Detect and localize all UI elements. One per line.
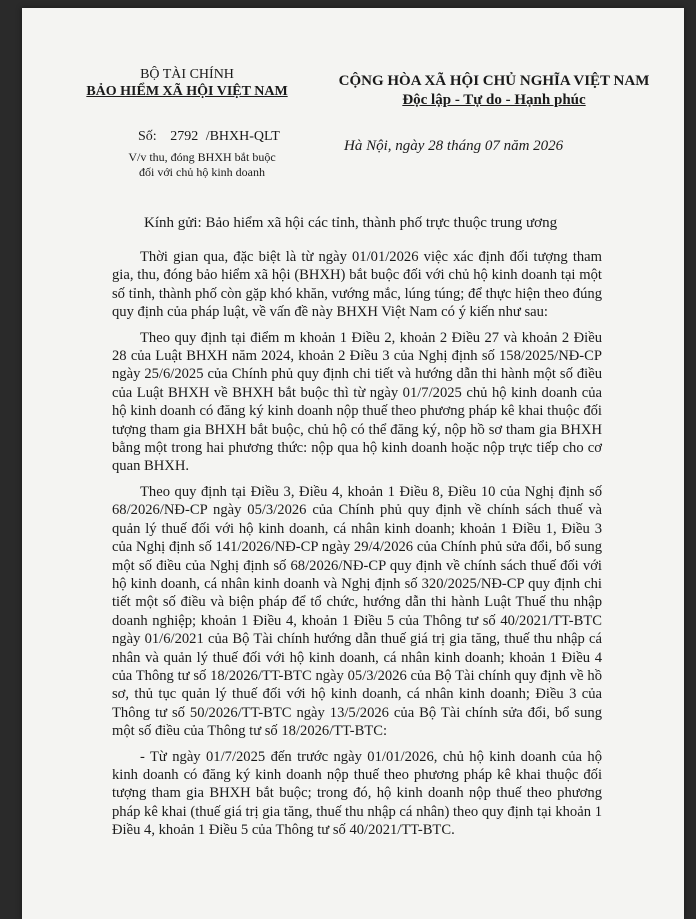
subject-line-1: V/v thu, đóng BHXH bắt buộc (128, 150, 276, 164)
number-prefix: Số: (138, 129, 157, 144)
paragraph-2: Theo quy định tại điểm m khoản 1 Điều 2, khoản 2 Điều 27 và khoản 2 Điều 28 của Luật BHXH năm 2024, khoản 2 Điều 3 của Nghị định số 158/2025/NĐ-CP ngày 25/6/2025 của Chính phủ quy định chi tiết và hướng dẫn thi hành một số điều của Luật BHXH về BHXH bắt buộc thì từ ngày 01/7/2025 chủ hộ kinh doanh của hộ kinh doanh có đăng ký kinh doanh nộp thuế theo phương pháp kê khai thuộc đối tượng tham gia BHXH bắt buộc, chủ hộ có thể đăng ký, nộp hồ sơ tham gia BHXH bằng một trong hai phương thức: nộp qua hộ kinh doanh hoặc nộp trực tiếp cho cơ quan BHXH. (112, 329, 602, 475)
paragraph-3: Theo quy định tại Điều 3, Điều 4, khoản 1 Điều 8, Điều 10 của Nghị định số 68/2026/NĐ-CP ngày 05/3/2026 của Chính phủ quy định về chính sách thuế và quản lý thuế đối với hộ kinh doanh, cá nhân kinh doanh; khoản 1 Điều 1, Điều 3 của Nghị định số 141/2026/NĐ-CP ngày 29/4/2026 của Chính phủ sửa đổi, bổ sung một số điều của Nghị định số 68/2026/NĐ-CP quy định về chính sách thuế đối với hộ kinh doanh, cá nhân kinh doanh và Nghị định số 320/2025/NĐ-CP quy định chi tiết một số điều và biện pháp để tổ chức, hướng dẫn thi hành Luật Thuế thu nhập doanh nghiệp; khoản 1 Điều 4, khoản 1 Điều 5 của Thông tư số 40/2021/TT-BTC ngày 01/6/2021 của Bộ Tài chính hướng dẫn thuế giá trị gia tăng, thuế thu nhập cá nhân và quản lý thuế đối với hộ kinh doanh, cá nhân kinh doanh; khoản 1 Điều 4 của Thông tư số 18/2026/TT-BTC ngày 05/3/2026 của Bộ Tài chính quy định về hồ sơ, thủ tục quản lý thuế đối với hộ kinh doanh, cá nhân kinh doanh; Điều 3 của Thông tư số 50/2026/TT-BTC ngày 13/5/2026 của Bộ Tài chính sửa đổi, bổ sung một số điều của Thông tư số 18/2026/TT-BTC: (112, 483, 602, 740)
number-value: 2792 (170, 129, 199, 144)
republic-name: CỘNG HÒA XÃ HỘI CHỦ NGHĨA VIỆT NAM (338, 73, 650, 89)
document-number (138, 129, 280, 145)
paragraph-4: - Từ ngày 01/7/2025 đến trước ngày 01/01/2026, chủ hộ kinh doanh của hộ kinh doanh có đăng ký kinh doanh nộp thuế theo phương pháp kê khai thuộc đối tượng tham gia BHXH bắt buộc; trong đó, hộ kinh doanh nộp thuế theo phương pháp kê khai (thuế giá trị gia tăng, thuế thu nhập cá nhân) theo quy định tại khoản 1 Điều 4, khoản 1 Điều 5 của Thông tư số 40/2021/TT-BTC. (112, 748, 602, 839)
document-body (112, 248, 602, 847)
number-code: /BHXH-QLT (205, 129, 280, 144)
ministry-name: BỘ TÀI CHÍNH (140, 67, 234, 82)
paragraph-1: Thời gian qua, đặc biệt là từ ngày 01/01/2026 việc xác định đối tượng tham gia, thu, đóng bảo hiểm xã hội (BHXH) bắt buộc đối với chủ hộ kinh doanh tại một số tỉnh, thành phố còn gặp khó khăn, vướng mắc, lúng túng; để thực hiện theo đúng quy định của pháp luật, về vấn đề này BHXH Việt Nam có ý kiến như sau: (112, 249, 602, 321)
issuer-header (22, 66, 352, 100)
document-subject (112, 150, 292, 180)
national-motto: Độc lập - Tự do - Hạnh phúc (402, 92, 586, 108)
agency-name: BẢO HIỂM XÃ HỘI VIỆT NAM (86, 84, 288, 99)
document-date: Hà Nội, ngày 28 tháng 07 năm 2026 (344, 138, 564, 154)
recipient-line: Kính gửi: Bảo hiểm xã hội các tỉnh, thành phố trực thuộc trung ương (144, 215, 558, 231)
document-page (22, 8, 684, 919)
subject-line-2: đối với chủ hộ kinh doanh (139, 165, 265, 179)
national-header (304, 72, 684, 110)
